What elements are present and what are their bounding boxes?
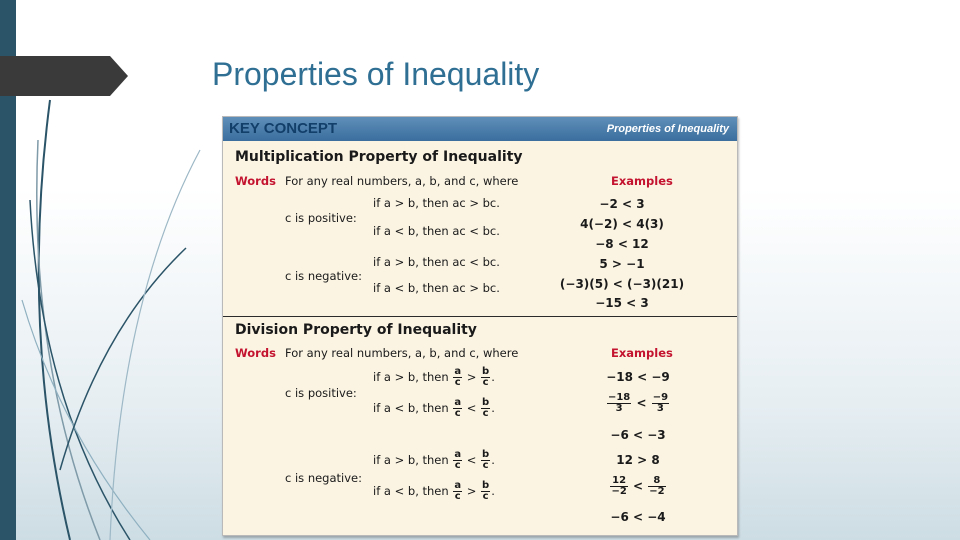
inequality-symbol: < [632, 479, 644, 493]
fraction-numerator: 8 [653, 475, 661, 486]
multiplication-example: 4(−2) < 4(3) [580, 217, 664, 231]
example-fraction [607, 393, 631, 414]
example-fraction [610, 476, 627, 497]
fraction-denominator: c [482, 460, 489, 471]
fraction-denominator: 3 [652, 403, 669, 414]
multiplication-words-label: Words [235, 174, 276, 188]
fraction-b-over-c [481, 450, 490, 471]
key-concept-header [223, 117, 737, 141]
fraction-denominator: c [454, 377, 461, 388]
multiplication-example: −8 < 12 [595, 237, 649, 251]
division-example-fraction [563, 393, 713, 414]
inequality-symbol: > [466, 484, 477, 498]
section-divider [223, 316, 737, 317]
multiplication-neg-rule-2: if a < b, then ac > bc. [373, 281, 500, 295]
inequality-symbol: < [466, 453, 477, 467]
fraction-numerator: b [482, 449, 490, 460]
fraction-a-over-c [453, 398, 462, 419]
multiplication-example: −15 < 3 [595, 296, 649, 310]
fraction-denominator: c [454, 408, 461, 419]
key-concept-label: KEY CONCEPT [229, 120, 338, 137]
example-fraction [648, 476, 665, 497]
division-example: −6 < −3 [610, 428, 666, 442]
fraction-numerator: b [482, 397, 490, 408]
fraction-denominator: c [482, 491, 489, 502]
rule-prefix: if a < b, then [373, 401, 449, 415]
fraction-b-over-c [481, 481, 490, 502]
fraction-numerator: b [482, 366, 490, 377]
division-example: −6 < −4 [610, 510, 666, 524]
slide-title: Properties of Inequality [212, 56, 540, 92]
multiplication-negative-label: c is negative: [285, 269, 362, 283]
division-words-label: Words [235, 346, 276, 360]
multiplication-example: 5 > −1 [599, 257, 645, 271]
inequality-symbol: > [466, 370, 477, 384]
multiplication-positive-label: c is positive: [285, 211, 357, 225]
multiplication-neg-rule-1: if a > b, then ac < bc. [373, 255, 500, 269]
fraction-denominator: c [454, 460, 461, 471]
fraction-denominator: c [454, 491, 461, 502]
division-intro: For any real numbers, a, b, and c, where [285, 346, 519, 360]
key-concept-panel [222, 116, 738, 536]
inequality-symbol: < [636, 396, 647, 410]
division-examples-label: Examples [611, 346, 673, 360]
fraction-numerator: a [454, 449, 462, 460]
division-example: −18 < −9 [606, 370, 670, 384]
fraction-denominator: 3 [607, 403, 631, 414]
division-positive-label: c is positive: [285, 386, 357, 400]
multiplication-pos-rule-2: if a < b, then ac < bc. [373, 224, 500, 238]
fraction-b-over-c [481, 367, 490, 388]
rule-prefix: if a > b, then [373, 370, 449, 384]
division-neg-rule-2: if a < b, then $\frac{a}{c}$ > $\frac{b}{c}$ . [373, 480, 495, 502]
inequality-symbol: < [466, 401, 477, 415]
division-neg-rule-1: if a > b, then $\frac{a}{c}$ < $\frac{b}{c}$ . [373, 449, 495, 471]
fraction-denominator: c [482, 408, 489, 419]
rule-prefix: if a > b, then [373, 453, 449, 467]
fraction-numerator: −18 [607, 392, 631, 403]
rule-prefix: if a < b, then [373, 484, 449, 498]
division-pos-rule-1: if a > b, then $\frac{a}{c}$ > $\frac{b}{c}$ . [373, 366, 495, 388]
multiplication-example: −2 < 3 [599, 197, 645, 211]
multiplication-example: (−3)(5) < (−3)(21) [559, 277, 685, 291]
fraction-denominator: −2 [649, 486, 665, 497]
fraction-denominator: c [482, 377, 489, 388]
multiplication-intro: For any real numbers, a, b, and c, where [285, 174, 519, 188]
fraction-a-over-c [453, 450, 462, 471]
multiplication-pos-rule-1: if a > b, then ac > bc. [373, 196, 500, 210]
multiplication-examples-label: Examples [611, 174, 673, 188]
fraction-numerator: b [482, 480, 490, 491]
fraction-numerator: a [454, 397, 462, 408]
fraction-numerator: −9 [652, 392, 669, 403]
fraction-b-over-c [481, 398, 490, 419]
division-pos-rule-2: if a < b, then $\frac{a}{c}$ < $\frac{b}{c}$ . [373, 397, 495, 419]
multiplication-title: Multiplication Property of Inequality [235, 149, 523, 165]
fraction-numerator: a [454, 366, 462, 377]
fraction-numerator: a [454, 480, 462, 491]
fraction-numerator: 12 [612, 475, 627, 486]
division-negative-label: c is negative: [285, 471, 362, 485]
fraction-a-over-c [453, 367, 462, 388]
division-title: Division Property of Inequality [235, 322, 477, 338]
fraction-denominator: −2 [611, 486, 627, 497]
example-fraction [652, 393, 669, 414]
key-concept-topic: Properties of Inequality [606, 123, 729, 135]
division-example-fraction [563, 476, 713, 497]
division-example: 12 > 8 [616, 453, 660, 467]
fraction-a-over-c [453, 481, 462, 502]
